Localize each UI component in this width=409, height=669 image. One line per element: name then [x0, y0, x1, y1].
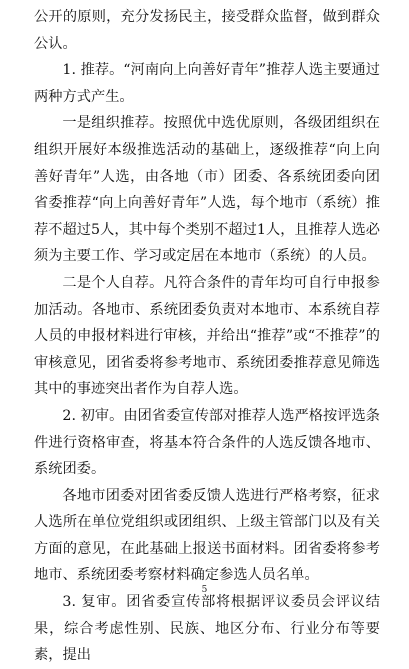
- paragraph-recommendation: 1. 推荐。“河南向上向善好青年”推荐人选主要通过两种方式产生。: [34, 62, 380, 105]
- paragraph-self-recommendation: 二是个人自荐。凡符合条件的青年均可自行申报参加活动。各地市、系统团委负责对本地市、本系统自荐人员的申报材料进行审核，并给出“推荐”或“不推荐”的审核意见，团省委将参考地市、系统团委推荐意见筛选其中的事迹突出者作为自荐人选。: [34, 274, 380, 398]
- paragraph-preliminary-review: 2. 初审。由团省委宣传部对推荐人选严格按评选条件进行资格审查，将基本符合条件的人选反馈各地市、系统团委。: [34, 407, 380, 478]
- paragraph-inspection: 各地市团委对团省委反馈人选进行严格考察，征求人选所在单位党组织或团组织、上级主管部门以及有关方面的意见，在此基础上报送书面材料。团省委将参考地市、系统团委考察材料确定参选人员名单。: [34, 487, 380, 584]
- paragraph-re-examination: 3. 复审。团省委宣传部将根据评议委员会评议结果，综合考虑性别、民族、地区分布、行业分布等要素，提出: [34, 594, 380, 664]
- body-text: [34, 4, 380, 669]
- paragraph-organization-recommendation: 一是组织推荐。按照优中选优原则，各级团组织在组织开展好本级推选活动的基础上，逐级推荐“向上向善好青年”人选，由各地（市）团委、各系统团委向团省委推荐“向上向善好青年”人选，每个地市（系统）推荐不超过5人，其中每个类别不超过1人，且推荐人选必须为主要工作、学习或定居在本地市（系统）的人员。: [34, 115, 380, 265]
- paragraph-continued: 公开的原则，充分发扬民主，接受群众监督，做到群众公认。: [34, 9, 380, 52]
- page-number: 5: [201, 585, 208, 595]
